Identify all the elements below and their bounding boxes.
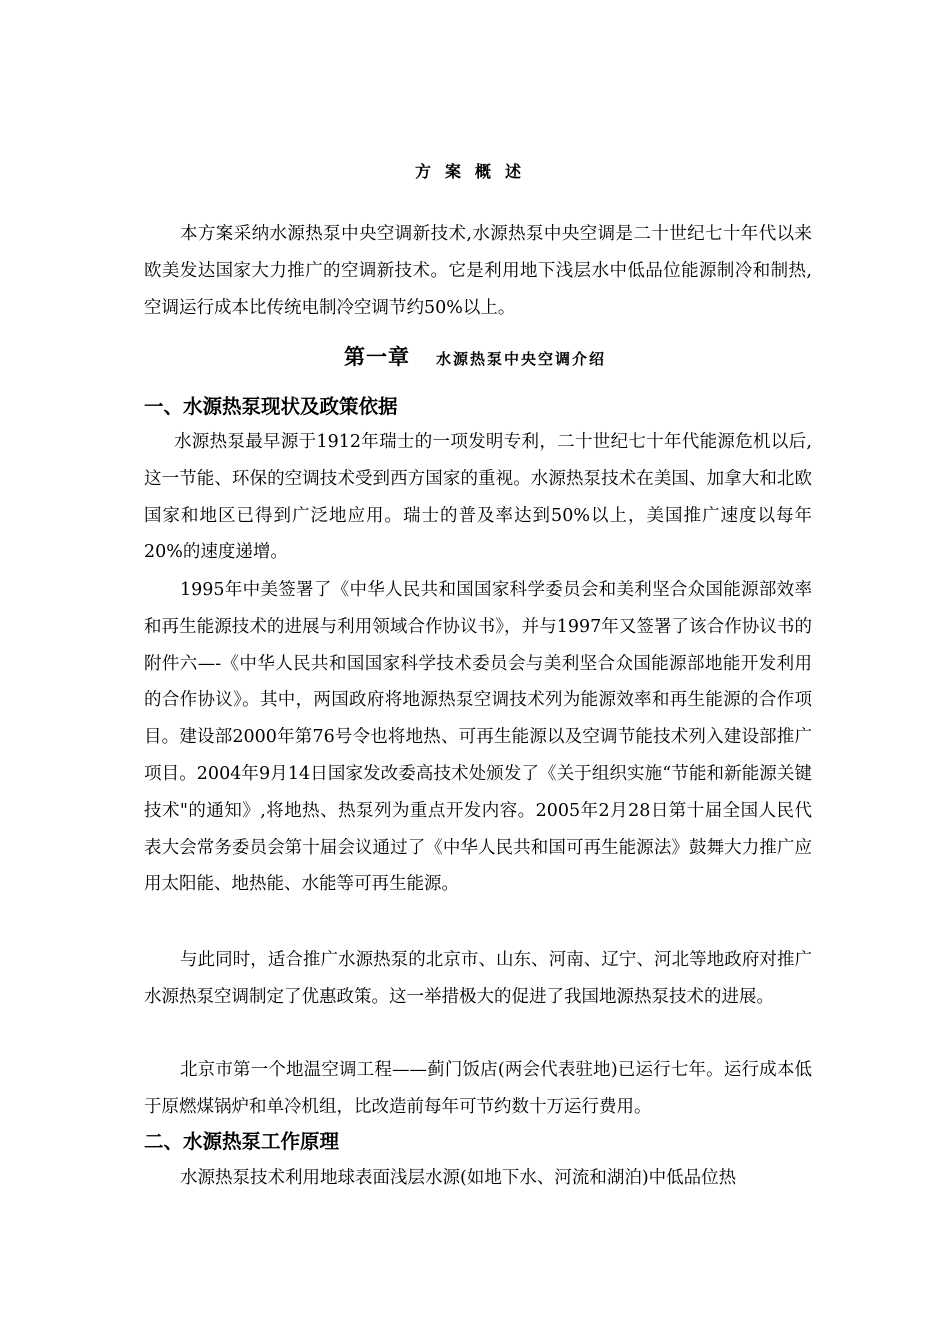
overview-title: 方案概述 <box>414 162 535 181</box>
section-2-title: 二、水源热泵工作原理 <box>144 1130 340 1153</box>
section-2-paragraph-1: 水源热泵技术利用地球表面浅层水源(如地下水、河流和湖泊)中低品位热 <box>180 1168 737 1188</box>
section-1-paragraph-3: 与此同时，适合推广水源热泵的北京市、山东、河南、辽宁、河北等地政府对推广水源热泵空调制定了优惠政策。这一举措极大的促进了我国地源热泵技术的进展。 <box>144 950 812 1007</box>
intro-paragraph: 本方案采纳水源热泵中央空调新技术,水源热泵中央空调是二十世纪七十年代以来欧美发达国家大力推广的空调新技术。它是利用地下浅层水中低品位能源制冷和制热,空调运行成本比传统电制冷空调节约50%以上。 <box>144 224 812 318</box>
section-1-title: 一、水源热泵现状及政策依据 <box>144 395 398 418</box>
section-1-paragraph-4: 北京市第一个地温空调工程——蓟门饭店(两会代表驻地)已运行七年。运行成本低于原燃煤锅炉和单冷机组，比改造前每年可节约数十万运行费用。 <box>144 1060 812 1117</box>
chapter-number: 第一章 <box>343 345 410 369</box>
section-1-paragraph-2: 1995年中美签署了《中华人民共和国国家科学委员会和美利坚合众国能源部效率和再生能源技术的进展与利用领域合作协议书》，并与1997年又签署了该合作协议书的附件六—-《中华人民共和国国家科学技术委员会与美利坚合众国能源部地能开发利用的合作协议》。其中，两国政府将地源热泵空调技术列为能源效率和再生能源的合作项目。建设部2000年第76号令也将地热、可再生能源以及空调节能技术列入建设部推广项目。2004年9月14日国家发改委高技术处颁发了《关于组织实施“节能和新能源关键技术"的通知》,将地热、热泵列为重点开发内容。2005年2月28日第十届全国人民代表大会常务委员会第十届会议通过了《中华人民共和国可再生能源法》鼓舞大力推广应用太阳能、地热能、水能等可再生能源。 <box>144 580 812 895</box>
section-1-paragraph-1: 水源热泵最早源于1912年瑞士的一项发明专利，二十世纪七十年代能源危机以后,这一节能、环保的空调技术受到西方国家的重视。水源热泵技术在美国、加拿大和北欧国家和地区已得到广泛地应用。瑞士的普及率达到50%以上，美国推广速度以每年20%的速度递增。 <box>144 432 812 563</box>
chapter-name: 水源热泵中央空调介绍 <box>435 350 606 368</box>
chapter-heading <box>0 340 950 376</box>
